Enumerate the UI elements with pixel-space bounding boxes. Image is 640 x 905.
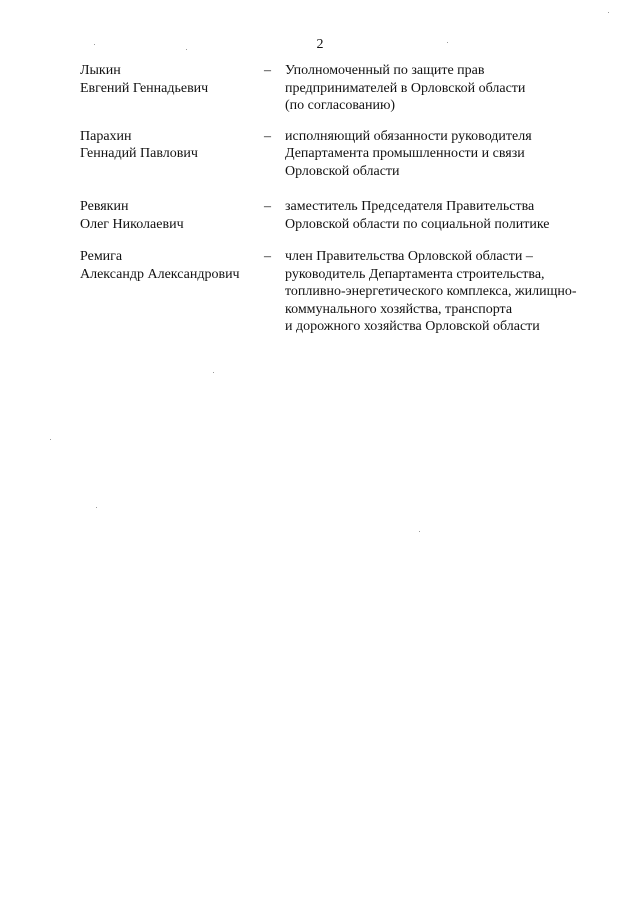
list-item	[80, 128, 610, 181]
role-line: член Правительства Орловской области –	[285, 249, 533, 264]
role-line: руководитель Департамента строительства,	[285, 266, 545, 282]
role-line: Орловской области по социальной политике	[285, 216, 550, 232]
member-list	[80, 62, 610, 336]
member-name	[80, 248, 264, 336]
role-line: топливно-энергетического комплекса, жилищно-	[285, 284, 577, 299]
member-given-names: Александр Александрович	[80, 266, 240, 282]
member-surname: Ревякин	[80, 199, 129, 214]
scan-speck	[94, 44, 95, 45]
role-line: и дорожного хозяйства Орловской области	[285, 319, 540, 334]
member-surname: Ремига	[80, 249, 123, 264]
member-role	[285, 198, 610, 233]
member-role	[285, 62, 610, 115]
page-number: 2	[316, 37, 324, 52]
member-surname: Лыкин	[80, 63, 121, 78]
scan-speck	[186, 49, 187, 50]
list-item	[80, 198, 610, 233]
role-line: Уполномоченный по защите прав	[285, 63, 485, 78]
member-role	[285, 128, 610, 181]
member-given-names: Олег Николаевич	[80, 216, 184, 232]
scan-speck	[213, 372, 214, 373]
role-line: Орловской области	[285, 163, 400, 179]
member-name	[80, 62, 264, 115]
member-role	[285, 248, 610, 336]
separator-dash: –	[264, 128, 271, 144]
separator-dash: –	[264, 249, 271, 264]
scan-speck	[608, 12, 609, 13]
separator-dash: –	[264, 199, 271, 214]
list-item	[80, 62, 610, 115]
scan-speck	[447, 42, 448, 43]
member-name	[80, 128, 264, 181]
role-line: коммунального хозяйства, транспорта	[285, 301, 513, 317]
scan-speck	[96, 507, 97, 508]
role-line: предпринимателей в Орловской области	[285, 80, 526, 96]
member-given-names: Геннадий Павлович	[80, 146, 198, 161]
scan-speck	[50, 439, 51, 440]
list-item	[80, 248, 610, 336]
member-given-names: Евгений Геннадьевич	[80, 80, 209, 96]
role-line: исполняющий обязанности руководителя	[285, 128, 532, 144]
separator-dash: –	[264, 63, 271, 78]
role-line: заместитель Председателя Правительства	[285, 199, 535, 214]
role-line: (по согласованию)	[285, 98, 396, 113]
scan-speck	[419, 531, 420, 532]
role-line: Департамента промышленности и связи	[285, 146, 525, 161]
member-surname: Парахин	[80, 128, 132, 144]
member-name	[80, 198, 264, 233]
